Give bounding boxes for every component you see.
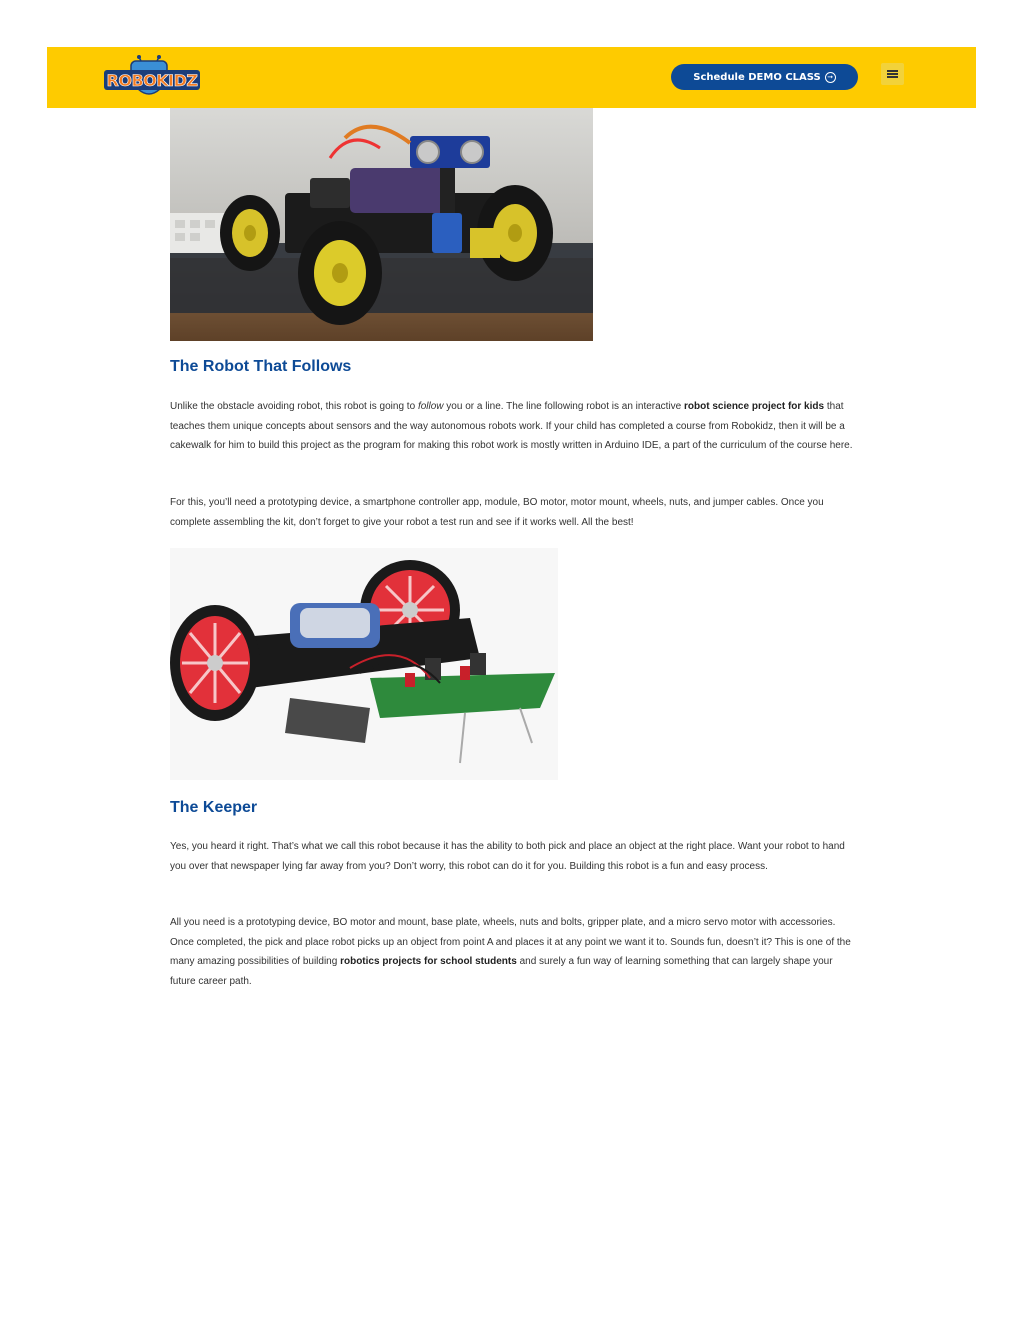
section-paragraph: Unlike the obstacle avoiding robot, this robot is going to follow you or a line. The line following robot is an interactive robot science project for kids that teaches them unique concepts about sensors and the way autonomous robots work. If your child has completed a course from Robokidz, then it will be a cakewalk for him to build this project as the program for making this robot work is mostly written in Arduino IDE, a part of the curriculum of the course here.: [170, 401, 853, 452]
section-paragraph: All you need is a prototyping device, BO motor and mount, base plate, wheels, nuts and bolts, gripper plate, and a micro servo motor with accessories. Once completed, the pick and place robot picks up an object from point A and places it at any point we want it to. Sounds fun, doesn’t it? This is one of the many amazing possibilities of building robotics projects for school students and surely a fun way of learning something that can largely shape your future career path.: [170, 917, 851, 988]
line-following-robot-image: [170, 548, 558, 780]
section-title-the-keeper: The Keeper: [170, 799, 258, 816]
robot-car-image: [170, 108, 593, 341]
menu-icon: [887, 70, 898, 78]
arrow-circle-right-icon: ➞: [825, 72, 836, 83]
section-title-robot-that-follows: The Robot That Follows: [170, 358, 352, 375]
section-paragraph: For this, you’ll need a prototyping device, a smartphone controller app, module, BO motor, motor mount, wheels, nuts, and jumper cables. Once you complete assembling the kit, don’t forget to give your robot a test run and see if it works well. All the best!: [170, 497, 824, 528]
schedule-demo-class-button[interactable]: [671, 64, 858, 90]
hamburger-menu-button[interactable]: [881, 63, 904, 85]
logo-wordmark: ROBOKIDZ: [106, 71, 198, 90]
section-paragraph: Yes, you heard it right. That’s what we call this robot because it has the ability to both pick and place an object at the right place. Want your robot to hand you over that newspaper lying far away from you? Don’t worry, this robot can do it for you. Building this robot is a fun and easy process.: [170, 841, 845, 872]
robokidz-logo[interactable]: [104, 55, 204, 99]
schedule-demo-class-label: Schedule DEMO CLASS: [693, 71, 821, 83]
bold-keyword: robotics projects for school students: [340, 956, 517, 968]
site-header: [47, 47, 976, 108]
bold-keyword: robot science project for kids: [684, 401, 825, 412]
